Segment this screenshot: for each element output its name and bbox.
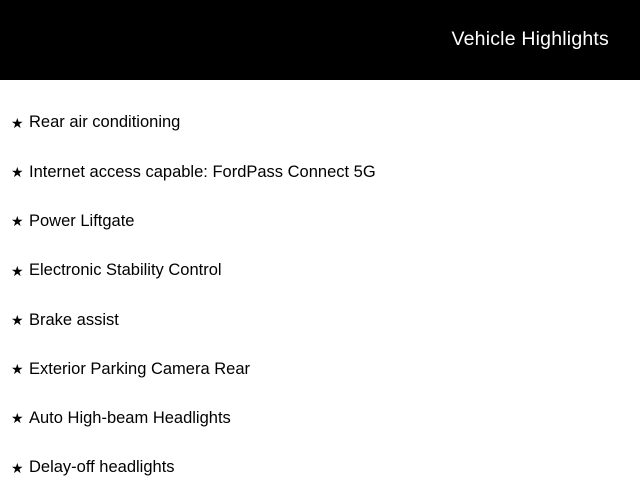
highlight-label: Internet access capable: FordPass Connect 5G	[29, 162, 376, 181]
star-icon: ★	[11, 163, 24, 180]
star-icon: ★	[11, 410, 24, 427]
star-icon: ★	[11, 459, 24, 476]
highlight-label: Electronic Stability Control	[29, 261, 222, 280]
list-item	[0, 246, 640, 295]
list-item	[0, 443, 640, 492]
list-item	[0, 147, 640, 196]
highlight-label: Exterior Parking Camera Rear	[29, 359, 250, 378]
list-item	[0, 295, 640, 344]
highlight-label: Brake assist	[29, 310, 119, 329]
list-item	[0, 197, 640, 246]
highlight-label: Power Liftgate	[29, 211, 135, 230]
highlight-label: Rear air conditioning	[29, 113, 181, 132]
star-icon: ★	[11, 311, 24, 328]
list-item	[0, 394, 640, 443]
header-band	[0, 0, 640, 80]
list-item	[0, 344, 640, 393]
star-icon: ★	[11, 213, 24, 230]
star-icon: ★	[11, 114, 24, 131]
star-icon: ★	[11, 262, 24, 279]
page-title: Vehicle Highlights	[451, 28, 609, 51]
highlight-label: Delay-off headlights	[29, 458, 175, 477]
highlight-label: Auto High-beam Headlights	[29, 409, 231, 428]
list-item	[0, 98, 640, 147]
vehicle-highlights-list	[0, 80, 640, 492]
star-icon: ★	[11, 361, 24, 378]
